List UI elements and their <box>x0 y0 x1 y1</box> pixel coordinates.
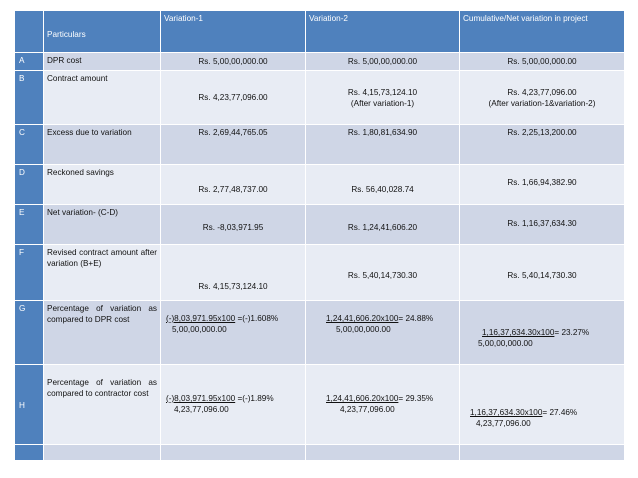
cell-v2 <box>306 445 460 461</box>
formula-denominator: 4,23,77,096.00 <box>174 405 229 414</box>
formula-numerator: 1,16,37,634.30x100 <box>482 328 555 337</box>
header-variation1: Variation-1 <box>161 11 306 53</box>
formula-result: =(-)1.89% <box>235 394 274 403</box>
formula-denominator: 4,23,77,096.00 <box>476 419 531 428</box>
formula-result: = 24.88% <box>398 314 434 323</box>
row-id: H <box>15 365 44 445</box>
table-row <box>15 165 625 205</box>
table-row <box>15 301 625 365</box>
formula-numerator: (-)8,03,971.95x100 <box>166 314 236 323</box>
row-id: G <box>15 301 44 365</box>
row-particular: Net variation- (C-D) <box>44 205 161 245</box>
row-id: B <box>15 71 44 125</box>
row-id: D <box>15 165 44 205</box>
cell-v1: Rs. 2,69,44,765.05 <box>161 125 306 165</box>
cell-cum: Rs. 5,00,00,000.00 <box>460 53 625 71</box>
formula-numerator: 1,24,41,606.20x100 <box>326 394 399 403</box>
row-particular: Reckoned savings <box>44 165 161 205</box>
cell-cum-line2: (After variation-1&variation-2) <box>488 98 596 108</box>
cell-cum-formula <box>460 365 625 445</box>
table-row <box>15 445 625 461</box>
cell-v2-formula <box>306 365 460 445</box>
cell-v2: Rs. 5,40,14,730.30 <box>306 245 460 301</box>
formula-denominator: 5,00,00,000.00 <box>172 325 227 334</box>
header-variation2: Variation-2 <box>306 11 460 53</box>
cell-v2-formula <box>306 301 460 365</box>
table-row <box>15 71 625 125</box>
cell-cum: Rs. 1,66,94,382.90 <box>460 165 625 205</box>
header-col0 <box>15 11 44 53</box>
table-row <box>15 125 625 165</box>
formula-result: =(-)1.608% <box>235 314 279 323</box>
cell-v1: Rs. 4,23,77,096.00 <box>161 71 306 125</box>
cell-cum: Rs. 5,40,14,730.30 <box>460 245 625 301</box>
formula-denominator: 5,00,00,000.00 <box>336 325 391 334</box>
row-id: C <box>15 125 44 165</box>
row-id: F <box>15 245 44 301</box>
cell-v1: Rs. 5,00,00,000.00 <box>161 53 306 71</box>
cell-v2: Rs. 1,24,41,606.20 <box>306 205 460 245</box>
cell-v1: Rs. 2,77,48,737.00 <box>161 165 306 205</box>
row-particular: Contract amount <box>44 71 161 125</box>
cell-v1 <box>161 445 306 461</box>
table-row <box>15 53 625 71</box>
formula-numerator: 1,24,41,606.20x100 <box>326 314 399 323</box>
formula-result: = 23.27% <box>554 328 590 337</box>
formula-numerator: (-)8,03,971.95x100 <box>166 394 236 403</box>
cell-v1-formula <box>161 301 306 365</box>
row-id: A <box>15 53 44 71</box>
row-id: E <box>15 205 44 245</box>
header-row <box>15 11 625 53</box>
cell-cum-formula <box>460 301 625 365</box>
table-row <box>15 205 625 245</box>
cell-cum <box>460 71 625 125</box>
row-id <box>15 445 44 461</box>
variation-table <box>14 10 625 461</box>
row-particular: Percentage of variation as compared to contractor cost <box>44 365 161 445</box>
cell-v2 <box>306 71 460 125</box>
table-row <box>15 365 625 445</box>
table-row <box>15 245 625 301</box>
variation-table-container <box>14 10 625 461</box>
cell-v1: Rs. -8,03,971.95 <box>161 205 306 245</box>
formula-denominator: 5,00,00,000.00 <box>478 339 533 348</box>
header-cumulative: Cumulative/Net variation in project <box>460 11 625 53</box>
row-particular <box>44 445 161 461</box>
cell-cum <box>460 445 625 461</box>
cell-v2: Rs. 56,40,028.74 <box>306 165 460 205</box>
cell-v1: Rs. 4,15,73,124.10 <box>161 245 306 301</box>
formula-denominator: 4,23,77,096.00 <box>340 405 395 414</box>
cell-cum: Rs. 1,16,37,634.30 <box>460 205 625 245</box>
cell-v2: Rs. 1,80,81,634.90 <box>306 125 460 165</box>
cell-v2-line2: (After variation-1) <box>350 98 415 108</box>
formula-result: = 29.35% <box>398 394 434 403</box>
cell-v2-line1: Rs. 4,15,73,124.10 <box>347 87 418 97</box>
cell-cum: Rs. 2,25,13,200.00 <box>460 125 625 165</box>
row-particular: Percentage of variation as compared to DPR cost <box>44 301 161 365</box>
row-particular: Excess due to variation <box>44 125 161 165</box>
formula-numerator: 1,16,37,634.30x100 <box>470 408 543 417</box>
cell-v2: Rs. 5,00,00,000.00 <box>306 53 460 71</box>
row-particular: DPR cost <box>44 53 161 71</box>
header-particulars: Particulars <box>44 11 161 53</box>
formula-result: = 27.46% <box>542 408 578 417</box>
cell-v1-formula <box>161 365 306 445</box>
cell-cum-line1: Rs. 4,23,77,096.00 <box>507 87 577 97</box>
row-particular: Revised contract amount after variation (B+E) <box>44 245 161 301</box>
